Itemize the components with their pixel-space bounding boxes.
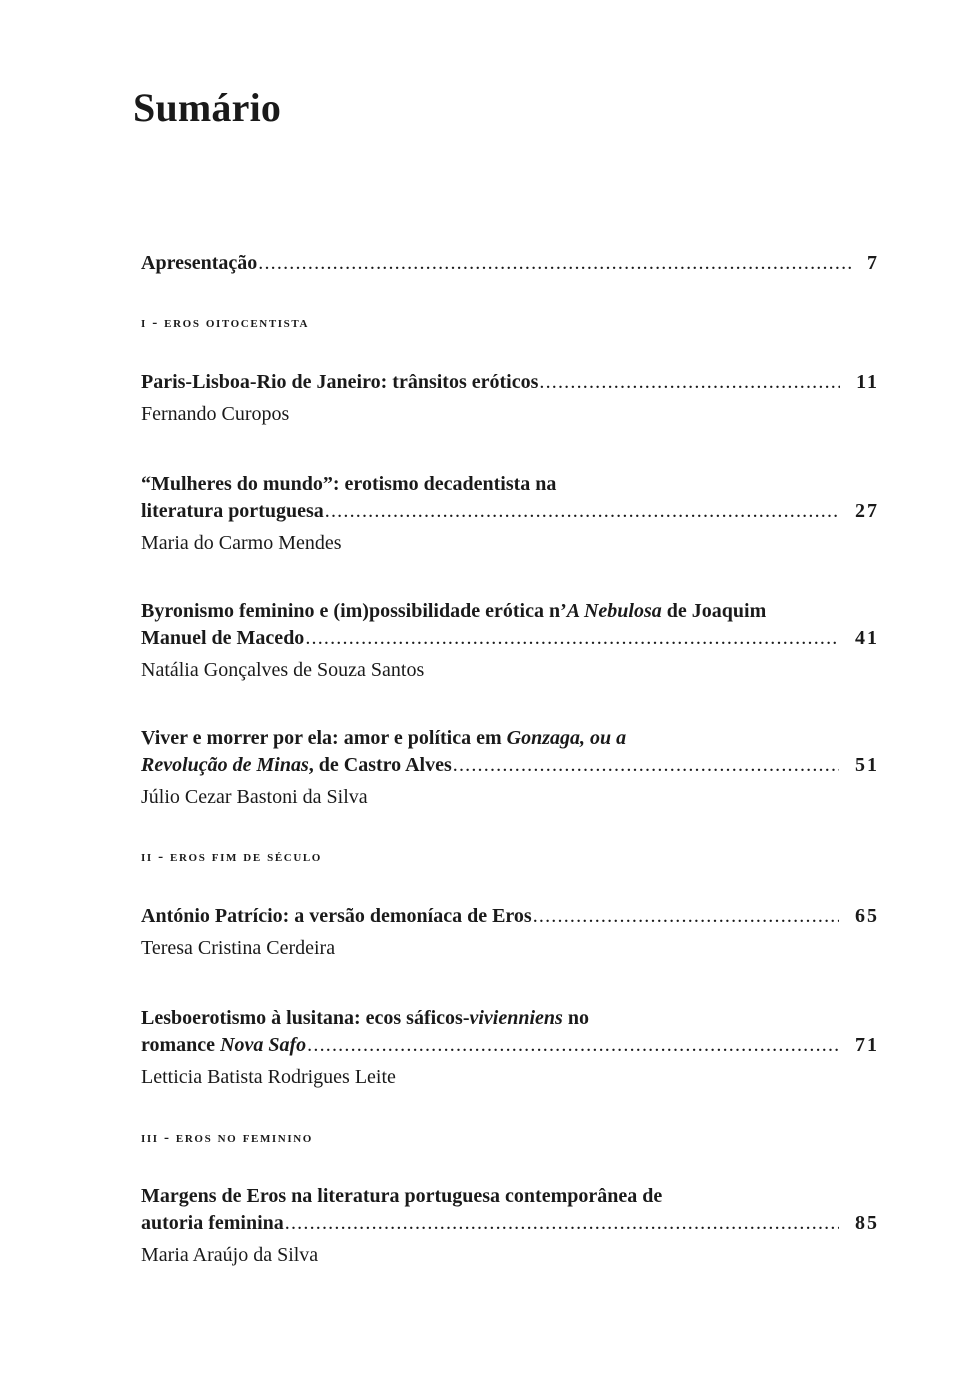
toc-entry-title (141, 903, 879, 930)
toc-entry[interactable] (141, 598, 879, 684)
toc-entry-title-line (141, 1005, 879, 1032)
toc-entry-author: Júlio Cezar Bastoni da Silva (141, 786, 368, 808)
toc-entry-title (141, 369, 879, 396)
toc-entry-title-text: autoria feminina (141, 1212, 284, 1234)
toc-entry-title (141, 1210, 879, 1237)
toc-entry-title (141, 625, 879, 652)
title-italic: vivienniens (469, 1007, 563, 1029)
dot-leader (285, 1210, 839, 1237)
toc-entry-title-text: Paris-Lisboa-Rio de Janeiro: trânsitos eróticos (141, 371, 539, 393)
toc-entry-author: Letticia Batista Rodrigues Leite (141, 1066, 396, 1088)
toc-entry-title-line: “Mulheres do mundo”: erotismo decadentista na (141, 473, 557, 495)
dot-leader (305, 625, 839, 652)
dot-leader (453, 752, 839, 779)
toc-entry-title-line: Margens de Eros na literatura portuguesa contemporânea de (141, 1185, 663, 1207)
page-number: 27 (855, 500, 879, 522)
title-italic: Revolução de Minas (141, 754, 309, 776)
page-number: 65 (855, 905, 879, 927)
title-text: Lesboerotismo à lusitana: ecos sáficos- (141, 1007, 470, 1029)
title-text: Viver e morrer por ela: amor e política em (141, 727, 507, 749)
page-number: 85 (855, 1212, 879, 1234)
title-text: no (562, 1007, 589, 1029)
page-number: 71 (855, 1034, 879, 1056)
toc-entry-author: Natália Gonçalves de Souza Santos (141, 659, 425, 681)
toc-entry[interactable] (141, 1005, 879, 1091)
toc-entry-title (141, 250, 879, 277)
dot-leader (533, 903, 839, 930)
toc-entry-title (141, 498, 879, 525)
title-text: , de Castro Alves (308, 754, 452, 776)
dot-leader (325, 498, 839, 525)
toc-entry-title (141, 752, 879, 779)
toc-entry-title-text: Manuel de Macedo (141, 627, 305, 649)
toc-entry-title-line (141, 598, 879, 625)
toc-entry-title-text: António Patrício: a versão demoníaca de Eros (141, 905, 532, 927)
page-number: 11 (856, 371, 879, 393)
toc-entry-author: Maria do Carmo Mendes (141, 532, 342, 554)
section-heading-3: iii - eros no feminino (141, 1130, 313, 1146)
toc-entry-title (141, 1032, 879, 1059)
toc-entry[interactable] (141, 369, 879, 428)
toc-entry-title-text (141, 1032, 306, 1059)
dot-leader (258, 250, 851, 277)
section-heading-2: ii - eros fim de século (141, 849, 322, 865)
toc-entry-apresentacao[interactable] (141, 250, 879, 277)
toc-entry[interactable] (141, 471, 879, 557)
title-text: romance (141, 1034, 221, 1056)
title-text: de Joaquim (661, 600, 767, 622)
toc-entry-title-text (141, 752, 452, 779)
title-text: Byronismo feminino e (im)possibilidade erótica n’ (141, 600, 567, 622)
toc-entry[interactable] (141, 1183, 879, 1269)
title-italic: Nova Safo (220, 1034, 307, 1056)
dot-leader (539, 369, 840, 396)
toc-entry-title-text: Apresentação (141, 252, 258, 274)
page-title: Sumário (133, 85, 282, 130)
title-italic: A Nebulosa (566, 600, 662, 622)
toc-entry-author: Teresa Cristina Cerdeira (141, 937, 336, 959)
toc-entry[interactable] (141, 725, 879, 811)
page-number: 7 (867, 252, 879, 274)
toc-entry-title-text: literatura portuguesa (141, 500, 324, 522)
dot-leader (307, 1032, 839, 1059)
section-heading-1: i - eros oitocentista (141, 315, 310, 331)
toc-entry[interactable] (141, 903, 879, 962)
title-italic: Gonzaga, ou a (506, 727, 627, 749)
toc-entry-author: Maria Araújo da Silva (141, 1244, 319, 1266)
page-number: 51 (855, 754, 879, 776)
toc-entry-author: Fernando Curopos (141, 403, 290, 425)
toc-entry-title-line (141, 725, 879, 752)
page-number: 41 (855, 627, 879, 649)
